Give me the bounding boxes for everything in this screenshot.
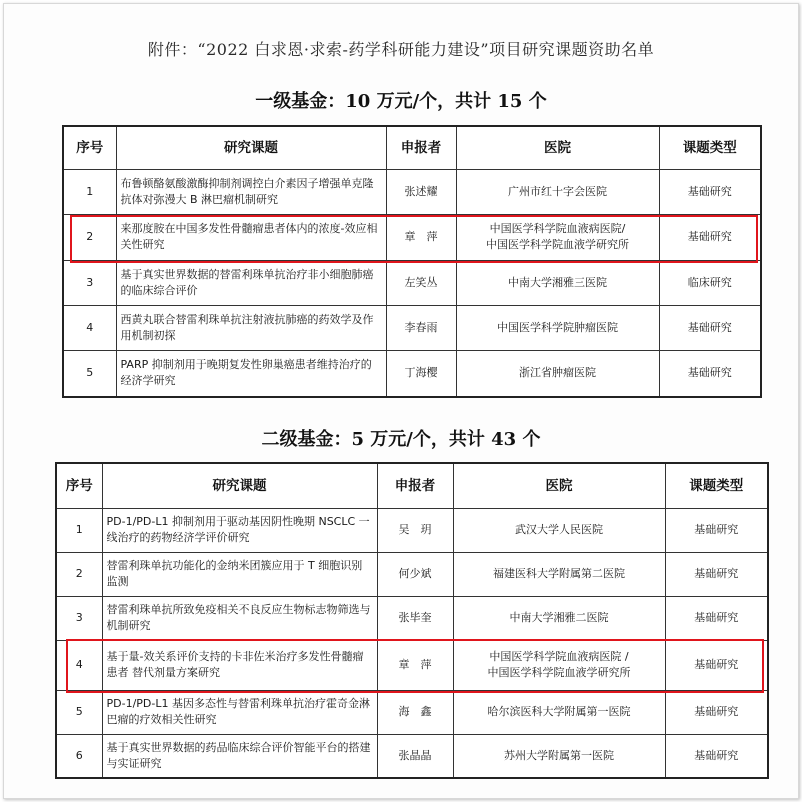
col-header-type: 课题类型 (665, 463, 768, 508)
topic-type: 基础研究 (665, 508, 768, 552)
table-row (63, 350, 761, 397)
row-number: 5 (63, 350, 116, 397)
table-row (56, 508, 768, 552)
hospital-name (453, 734, 665, 778)
research-topic: 基于真实世界数据的药品临床综合评价智能平台的搭建与实证研究 (102, 734, 377, 778)
hospital-line: 中国医学科学院血液病医院 / (489, 650, 629, 663)
hospital-line: 中南大学湘雅二医院 (509, 611, 609, 624)
hospital-name (456, 350, 659, 397)
applicant-name: 张毕奎 (377, 596, 453, 640)
research-topic: 基于真实世界数据的替雷利珠单抗治疗非小细胞肺癌的临床综合评价 (116, 260, 386, 305)
hospital-line: 苏州大学附属第一医院 (504, 748, 614, 762)
hospital-line: 福建医科大学附属第二医院 (493, 567, 625, 580)
hospital-line: 浙江省肿瘤医院 (519, 366, 596, 380)
applicant-name: 张晶晶 (377, 734, 453, 778)
topic-type: 基础研究 (659, 350, 761, 397)
topic-type: 临床研究 (659, 260, 761, 305)
row-number: 2 (63, 214, 116, 260)
table-row (56, 734, 768, 778)
col-header-applicant: 申报者 (386, 126, 456, 169)
research-topic: PD-1/PD-L1 基因多态性与替雷利珠单抗治疗霍奇金淋巴瘤的疗效相关性研究 (102, 690, 377, 734)
hospital-name (456, 260, 659, 305)
applicant-name: 丁海樱 (386, 350, 456, 397)
topic-type: 基础研究 (659, 305, 761, 350)
research-topic: PD-1/PD-L1 抑制剂用于驱动基因阴性晚期 NSCLC 一线治疗的药物经济学评价研究 (102, 508, 377, 552)
topic-type: 基础研究 (665, 690, 768, 734)
applicant-name: 海 鑫 (377, 690, 453, 734)
hospital-name (453, 552, 665, 596)
hospital-line: 中国医学科学院血液病医院/ (489, 222, 626, 235)
topic-type: 基础研究 (659, 214, 761, 260)
col-header-hospital: 医院 (456, 126, 659, 169)
applicant-name: 李春雨 (386, 305, 456, 350)
table-header-row (56, 463, 768, 508)
research-topic: 替雷利珠单抗功能化的金纳米团簇应用于 T 细胞识别监测 (102, 552, 377, 596)
research-topic: 西黄丸联合替雷利珠单抗注射液抗肺癌的药效学及作用机制初探 (116, 305, 386, 350)
row-number: 4 (63, 305, 116, 350)
row-number: 4 (56, 640, 102, 690)
table-header-row (63, 126, 761, 169)
col-header-no: 序号 (63, 126, 116, 169)
hospital-name (453, 690, 665, 734)
row-number: 5 (56, 690, 102, 734)
table-row (56, 640, 768, 690)
col-header-no: 序号 (56, 463, 102, 508)
hospital-line: 中南大学湘雅三医院 (508, 275, 607, 289)
row-number: 1 (56, 508, 102, 552)
row-number: 1 (63, 169, 116, 214)
research-topic: PARP 抑制剂用于晚期复发性卵巢癌患者维持治疗的经济学研究 (116, 350, 386, 397)
hospital-name (453, 596, 665, 640)
hospital-line: 中国医学科学院肿瘤医院 (497, 320, 618, 334)
hospital-line: 中国医学科学院血液学研究所 (486, 238, 629, 251)
col-header-type: 课题类型 (659, 126, 761, 169)
table-row (56, 596, 768, 640)
col-header-applicant: 申报者 (377, 463, 453, 508)
table-row (63, 169, 761, 214)
applicant-name: 左笑丛 (386, 260, 456, 305)
research-topic: 基于量-效关系评价支持的卡非佐米治疗多发性骨髓瘤患者 替代剂量方案研究 (102, 640, 377, 690)
applicant-name: 章 萍 (377, 640, 453, 690)
hospital-name (456, 169, 659, 214)
hospital-line: 中国医学科学院血液学研究所 (487, 666, 631, 679)
applicant-name: 章 萍 (386, 214, 456, 260)
grade2-fund-table (55, 462, 769, 779)
topic-type: 基础研究 (665, 596, 768, 640)
table-row (63, 260, 761, 305)
col-header-topic: 研究课题 (116, 126, 386, 169)
col-header-hospital: 医院 (453, 463, 665, 508)
hospital-line: 哈尔滨医科大学附属第一医院 (487, 705, 631, 718)
grade1-table-body (63, 169, 761, 397)
table-row (56, 690, 768, 734)
row-number: 3 (56, 596, 102, 640)
table-row (63, 305, 761, 350)
hospital-name (456, 305, 659, 350)
col-header-topic: 研究课题 (102, 463, 377, 508)
row-number: 2 (56, 552, 102, 596)
applicant-name: 张述耀 (386, 169, 456, 214)
topic-type: 基础研究 (659, 169, 761, 214)
grade1-fund-table (62, 125, 762, 398)
document-title: 附件：“2022 白求恩·求索-药学科研能力建设”项目研究课题资助名单 (147, 40, 655, 59)
topic-type: 基础研究 (665, 640, 768, 690)
applicant-name: 何少斌 (377, 552, 453, 596)
research-topic: 来那度胺在中国多发性骨髓瘤患者体内的浓度-效应相关性研究 (116, 214, 386, 260)
row-number: 6 (56, 734, 102, 778)
hospital-name (453, 508, 665, 552)
section2-title: 二级基金：5 万元/个，共计 43 个 (261, 429, 541, 450)
table-row (63, 214, 761, 260)
hospital-line: 广州市红十字会医院 (508, 184, 607, 198)
row-number: 3 (63, 260, 116, 305)
grade2-table-body (56, 508, 768, 778)
applicant-name: 吴 玥 (377, 508, 453, 552)
section1-title: 一级基金：10 万元/个，共计 15 个 (255, 91, 547, 112)
research-topic: 替雷利珠单抗所致免疫相关不良反应生物标志物筛选与机制研究 (102, 596, 377, 640)
hospital-name (453, 640, 665, 690)
table-row (56, 552, 768, 596)
topic-type: 基础研究 (665, 552, 768, 596)
research-topic: 布鲁顿酪氨酸激酶抑制剂调控白介素因子增强单克隆抗体对弥漫大 B 淋巴瘤机制研究 (116, 169, 386, 214)
hospital-line: 武汉大学人民医院 (515, 523, 603, 536)
topic-type: 基础研究 (665, 734, 768, 778)
hospital-name (456, 214, 659, 260)
